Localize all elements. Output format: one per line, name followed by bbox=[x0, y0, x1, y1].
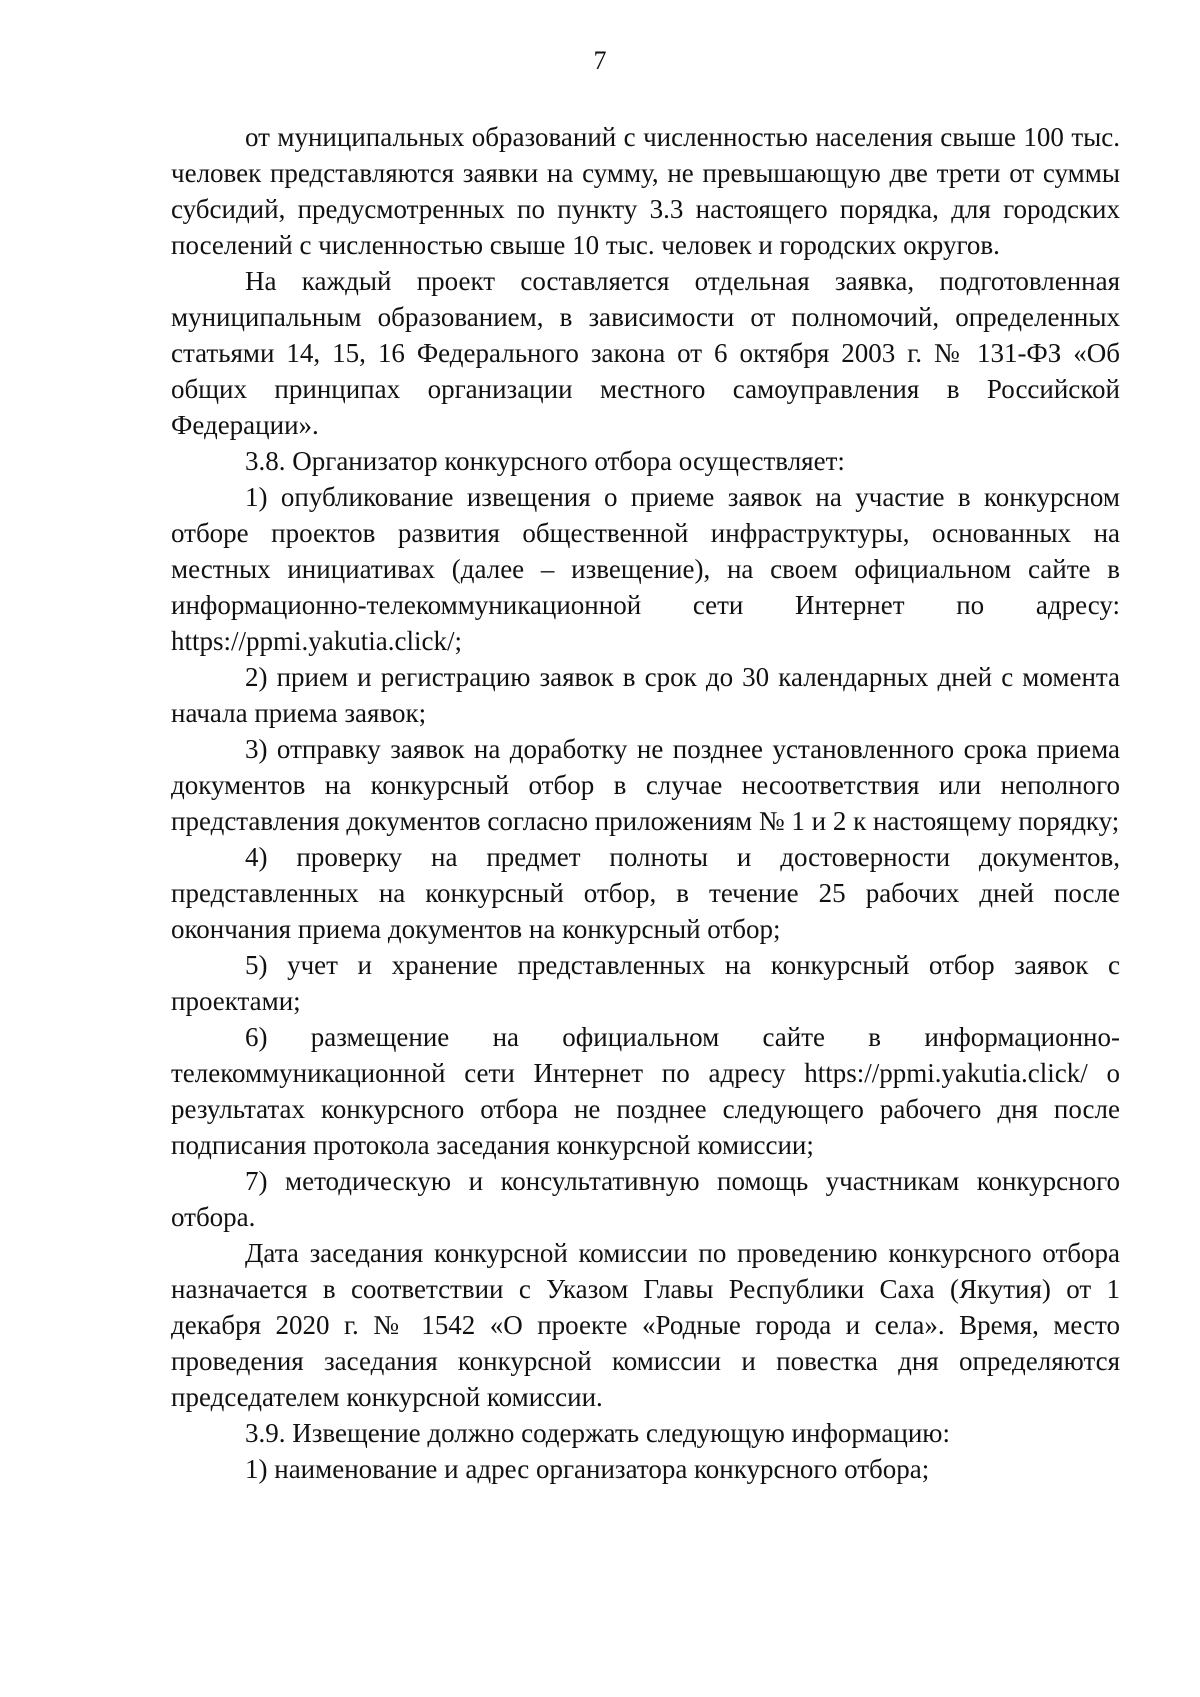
paragraph-item-7-assistance: 7) методическую и консультативную помощь участникам конкурсного отбора. bbox=[171, 1166, 1120, 1232]
paragraph-item-1-publication: 1) опубликование извещения о приеме заявок на участие в конкурсном отборе проектов развития общественной инфраструктуры, основанных на местных инициативах (далее – извещение), на своем официальном сайте в информационно-телекоммуникационной сети Интернет по адресу: https://ppmi.yakutia.click/; bbox=[171, 482, 1120, 656]
paragraph-section-3-8: 3.8. Организатор конкурсного отбора осуществляет: bbox=[245, 446, 845, 476]
paragraph-meeting-date: Дата заседания конкурсной комиссии по проведению конкурсного отбора назначается в соответствии с Указом Главы Республики Саха (Якутия) от 1 декабря 2020 г. № 1542 «О проекте «Родные города и села». Время, место проведения заседания конкурсной комиссии и повестка дня определяются председателем конкурсной комиссии. bbox=[171, 1238, 1120, 1412]
paragraph-item-1-organizer: 1) наименование и адрес организатора конкурсного отбора; bbox=[245, 1454, 930, 1484]
paragraph-item-2-registration: 2) прием и регистрацию заявок в срок до 30 календарных дней с момента начала приема заявок; bbox=[171, 662, 1120, 728]
paragraph-item-5-storage: 5) учет и хранение представленных на конкурсный отбор заявок с проектами; bbox=[171, 950, 1120, 1016]
paragraph-item-3-revision: 3) отправку заявок на доработку не позднее установленного срока приема документов на конкурсный отбор в случае несоответствия или неполного представления документов согласно приложениям № 1 и 2 к настоящему порядку; bbox=[171, 734, 1120, 836]
paragraph-continuation: от муниципальных образований с численностью населения свыше 100 тыс. человек представляются заявки на сумму, не превышающую две трети от суммы субсидий, предусмотренных по пункту 3.3 настоящего порядка, для городских поселений с численностью свыше 10 тыс. человек и городских округов. bbox=[171, 122, 1120, 260]
page-number: 7 bbox=[593, 46, 607, 75]
paragraph-item-6-results: 6) размещение на официальном сайте в информационно-телекоммуникационной сети Интернет по адресу https://ppmi.yakutia.click/ о результатах конкурсного отбора не позднее следующего рабочего дня после подписания протокола заседания конкурсной комиссии; bbox=[171, 1022, 1120, 1160]
document-body bbox=[171, 119, 1120, 1487]
paragraph-section-3-9: 3.9. Извещение должно содержать следующую информацию: bbox=[245, 1418, 950, 1448]
paragraph-project-application: На каждый проект составляется отдельная заявка, подготовленная муниципальным образованием, в зависимости от полномочий, определенных статьями 14, 15, 16 Федерального закона от 6 октября 2003 г. № 131-ФЗ «Об общих принципах организации местного самоуправления в Российской Федерации». bbox=[171, 266, 1120, 440]
paragraph-item-4-verification: 4) проверку на предмет полноты и достоверности документов, представленных на конкурсный отбор, в течение 25 рабочих дней после окончания приема документов на конкурсный отбор; bbox=[171, 842, 1120, 944]
